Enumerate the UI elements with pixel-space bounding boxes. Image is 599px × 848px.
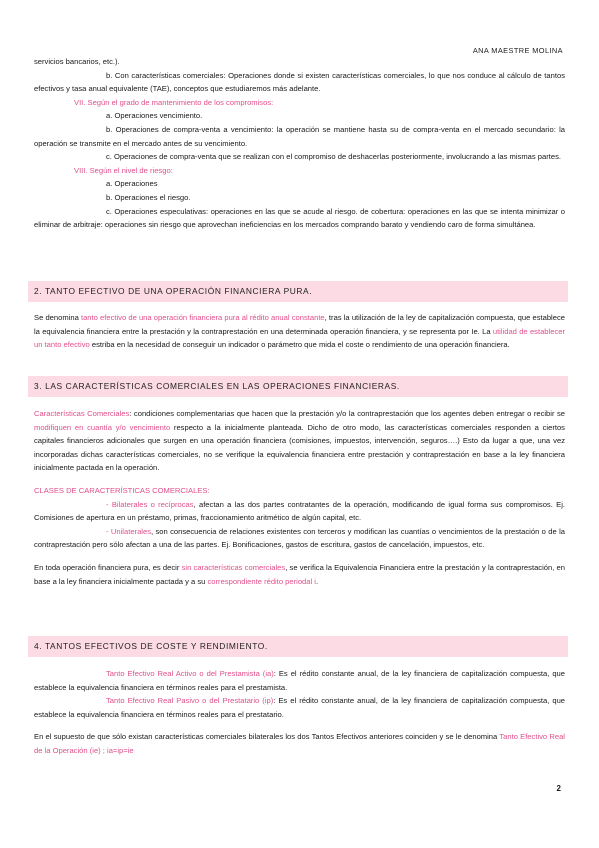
list-item: b. Operaciones de compra-venta a vencimiento: la operación se mantiene hasta su de compra-venta en el mercado secundario: la operación se transmite en el mercado antes de su vencimiento. (34, 124, 565, 148)
highlight: - Bilaterales o recíprocas (106, 499, 194, 509)
section-4-body (34, 667, 565, 758)
list-item: c. Operaciones de compra-venta que se realizan con el compromiso de deshacerlas posteriormente, involucrando a las mismas partes. (106, 152, 562, 162)
text: : Es el rédito constante anual, de la ley financiera de capitalización compuesta, que establece la equivalencia financiera en términos reales para el prestatario. (34, 696, 566, 719)
highlight: utilidad de establecer un tanto efectivo (34, 326, 565, 350)
text: Se denomina (34, 313, 81, 322)
page-number: 2 (556, 784, 561, 793)
list-item (34, 498, 565, 525)
paragraph: b. Con características comerciales: Operaciones donde si existen características comerciales, lo que nos conduce al cálculo de tantos efectivos y tasa anual equivalente (TAE), conceptos que estudiaremos más adelante. (34, 70, 565, 94)
section-3-body (34, 407, 565, 588)
section-heading: 3. LAS CARACTERÍSTICAS COMERCIALES EN LAS OPERACIONES FINANCIERAS. (28, 376, 568, 397)
highlight: tanto efectivo de una operación financiera pura al rédito anual constante (80, 313, 325, 322)
text: respecto a la inicialmente planteada. Dicho de otro modo, las características comerciales responden a ciertos capitales financieros adicionales que surgen en una operación financiera (comisiones, impuestos, intervención, seguros….) Esto da lugar a que, una vez incorporadas dichas características comerciales, no se verifique la equivalencia financiera entre prestación y contraprestación en base a la ley financiera inicialmente pactada en la operación. (34, 422, 565, 473)
text: , se verifica la Equivalencia Financiera entre la prestación y la contraprestación, en base a la ley financiera inicialmente pactada y a su (34, 562, 565, 586)
paragraph (34, 730, 565, 757)
section-heading: 2. TANTO EFECTIVO DE UNA OPERACIÓN FINANCIERA PURA. (28, 281, 568, 302)
highlight: Tanto Efectivo Real de la Operación (ie) ; ia=ip=ie (34, 732, 565, 755)
text: . (316, 576, 319, 586)
highlight: Características Comerciales (34, 409, 130, 418)
text: En el supuesto de que sólo existan características comerciales bilaterales los dos Tantos Efectivos anteriores coinciden y se le denomina (34, 732, 500, 742)
text: , tras la utilización de la ley de capitalización compuesta, que establece la equivalencia financiera entre la prestación y la contraprestación en una determinada operación financiera, y se representa por Ie. La (34, 313, 565, 336)
section-2-body (34, 311, 565, 352)
highlight: - Unilaterales (106, 526, 151, 536)
text: : Es el rédito constante anual, de la ley financiera de capitalización compuesta, que establece la equivalencia financiera en términos reales para el prestamista. (34, 669, 565, 692)
section-heading: 4. TANTOS EFECTIVOS DE COSTE Y RENDIMIENTO. (28, 636, 568, 657)
list-heading: CLASES DE CARACTERÍSTICAS COMERCIALES: (34, 485, 210, 495)
text: estriba en la necesidad de conseguir un indicador o parámetro que mida el coste o rendimiento de una operación financiera. (89, 340, 510, 350)
text: En toda operación financiera pura, es decir (34, 562, 182, 572)
list-heading: VII. Según el grado de mantenimiento de los compromisos: (74, 97, 274, 107)
paragraph (34, 667, 565, 694)
paragraph (34, 311, 565, 352)
text: : condiciones complementarias que hacen que la prestación y/o la contraprestación que los agentes deben entregar o recibir se (129, 409, 565, 418)
paragraph (34, 407, 565, 475)
highlight: sin características comerciales (181, 562, 286, 572)
paragraph (34, 694, 565, 721)
author-name: ANA MAESTRE MOLINA (472, 46, 563, 55)
text: , son consecuencia de relaciones existentes con terceros y modifican las cuantías o vencimientos de la prestación o de la contraprestación pero sólo afectan a una de las partes. Ej. Bonificaciones, gastos de escritura, gastos de cancelación, impuestos, etc. (34, 526, 565, 550)
list-item: a. Operaciones vencimiento. (106, 111, 203, 121)
highlight: modifiquen en cuantía y/o vencimiento (34, 422, 171, 432)
top-block (34, 55, 565, 232)
highlight: Tanto Efectivo Real Pasivo o del Prestatario (ip) (106, 696, 274, 706)
text-line: servicios bancarios, etc.). (34, 57, 120, 66)
list-item: a. Operaciones (106, 179, 158, 189)
text: , afectan a las dos partes contratantes de la operación, modificando de igual forma sus compromisos. Ej. Comisiones de apertura en un préstamo, primas, fraccionamiento aritmético de algún capital, etc. (34, 499, 566, 523)
paragraph (34, 561, 565, 588)
list-item (34, 525, 565, 552)
highlight: Tanto Efectivo Real Activo o del Prestamista (ia) (106, 669, 274, 678)
list-heading: VIII. Según el nivel de riesgo: (74, 165, 173, 175)
list-item: c. Operaciones especulativas: operaciones en las que se acude al riesgo. de cobertura: operaciones en las que se intenta minimizar o eliminar de arbitraje: operaciones sin riesgo que aprovechan ineficiencias en los mercados comprando barato y vendiendo caro de forma simultánea. (34, 206, 565, 230)
list-item: b. Operaciones el riesgo. (106, 192, 191, 202)
highlight: correspondiente rédito periodal i (207, 576, 316, 586)
